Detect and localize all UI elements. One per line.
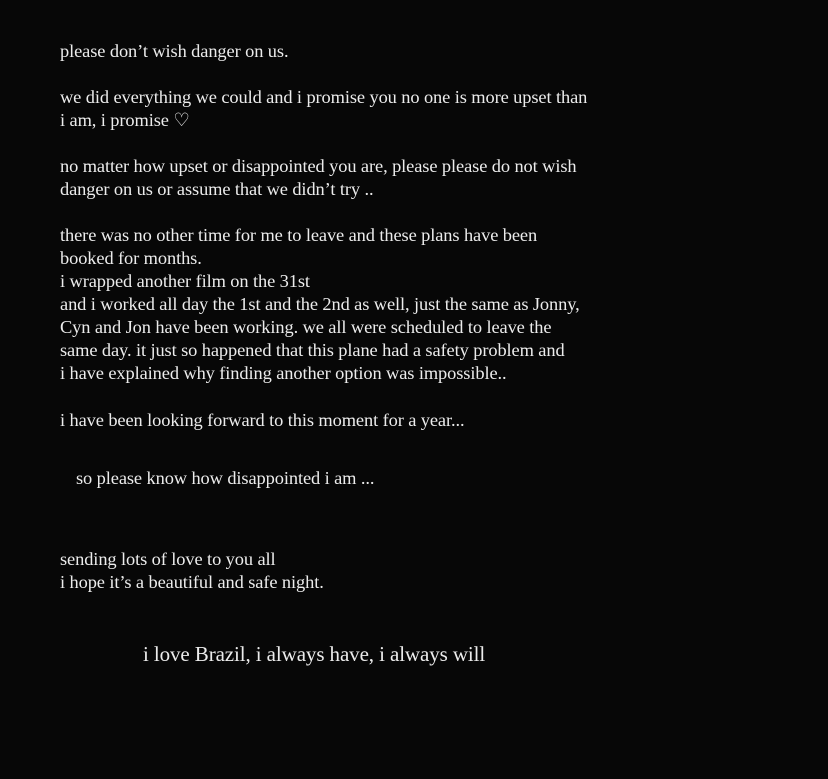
note-line: and i worked all day the 1st and the 2nd as well, just the same as Jonny, (60, 294, 580, 314)
note-line: i wrapped another film on the 31st (60, 271, 310, 291)
note-line: booked for months. (60, 248, 202, 268)
note-line: i have explained why finding another option was impossible.. (60, 363, 507, 383)
note-line: i hope it’s a beautiful and safe night. (60, 572, 324, 592)
note-line: i am, i promise ♡ (60, 110, 190, 130)
note-line: there was no other time for me to leave and these plans have been (60, 225, 538, 245)
note-line: Cyn and Jon have been working. we all were scheduled to leave the (60, 317, 552, 337)
note-line: we did everything we could and i promise you no one is more upset than (60, 87, 588, 107)
closing-line: i love Brazil, i always have, i always will (143, 642, 486, 666)
note-line: please don’t wish danger on us. (60, 41, 289, 61)
note-line: danger on us or assume that we didn’t try .. (60, 179, 374, 199)
note-line: i have been looking forward to this moment for a year... (60, 410, 465, 430)
note-line: so please know how disappointed i am ... (76, 468, 375, 488)
note-line: sending lots of love to you all (60, 549, 276, 569)
note-line: no matter how upset or disappointed you are, please please do not wish (60, 156, 577, 176)
note-line: same day. it just so happened that this plane had a safety problem and (60, 340, 565, 360)
